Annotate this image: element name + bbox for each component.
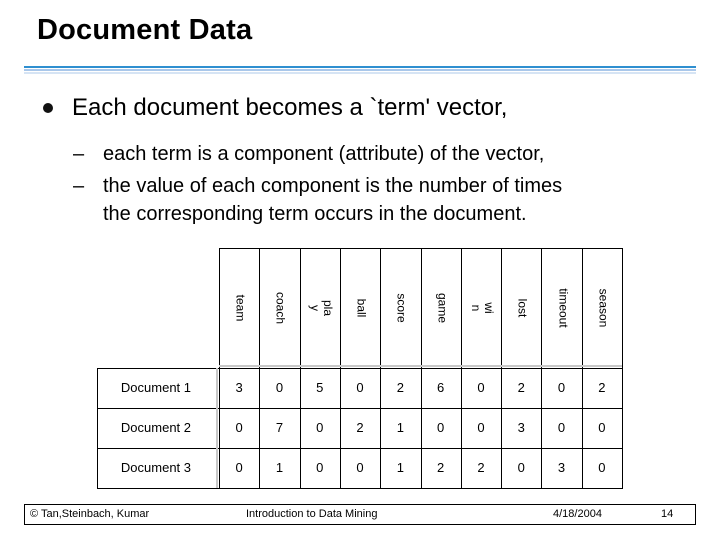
sub-bullet-text-continued: the corresponding term occurs in the document.: [103, 203, 527, 225]
table-cell: 1: [275, 460, 284, 475]
table-cell: 0: [437, 420, 445, 435]
table-gridline: [97, 368, 98, 489]
table-cell: 2: [517, 380, 525, 395]
table-gridline: [97, 368, 623, 369]
column-header: [300, 248, 341, 368]
row-label: [97, 408, 219, 448]
column-header: [380, 248, 421, 368]
column-header-label: pla y: [307, 299, 335, 317]
table-corner: [97, 248, 219, 368]
table-cell: 0: [557, 380, 566, 395]
table-cell: 1: [396, 420, 404, 435]
table-cell: 0: [235, 460, 243, 475]
column-header-label: team: [233, 294, 248, 322]
title-rule: [24, 72, 696, 74]
footer-page-number: 14: [661, 508, 674, 520]
table-cell: 2: [396, 380, 404, 395]
table-gridline: [97, 488, 623, 489]
table-cell: 0: [477, 380, 485, 395]
table-cell: 0: [598, 420, 606, 435]
row-label: [97, 368, 219, 408]
column-header: [541, 248, 582, 368]
sub-bullet-text: the value of each component is the number of times: [103, 175, 563, 197]
table-cell: 3: [235, 380, 243, 395]
table-cell: 0: [598, 460, 606, 475]
table-cell: 1: [396, 460, 404, 475]
table-gridline: [97, 408, 623, 409]
column-header: [461, 248, 502, 368]
row-label-text: Document 3: [120, 460, 191, 475]
table-cell: 0: [235, 420, 243, 435]
table-cell: 2: [598, 380, 606, 395]
bullet-icon: [43, 103, 53, 113]
table-cell: 0: [517, 460, 525, 475]
row-label: [97, 448, 219, 488]
column-header: [421, 248, 462, 368]
table-cell: 0: [477, 420, 485, 435]
table-cell: 0: [275, 380, 284, 395]
table-gridline: [97, 448, 623, 449]
column-header: [501, 248, 542, 368]
table-cell: 6: [437, 380, 445, 395]
row-label-text: Document 1: [120, 380, 191, 395]
table-cell: 0: [316, 460, 324, 475]
dash-icon: –: [73, 175, 85, 197]
row-label-text: Document 2: [120, 420, 191, 435]
table-cell: 0: [557, 420, 566, 435]
column-header-label: timeout: [556, 288, 571, 328]
table-cell: 2: [437, 460, 445, 475]
slide-footer: [24, 504, 696, 525]
column-header-label: wi n: [468, 302, 496, 314]
table-cell: 0: [356, 380, 364, 395]
slide-title: Document Data: [37, 14, 253, 46]
column-header-label: season: [596, 288, 611, 328]
main-bullet: Each document becomes a `term' vector,: [72, 94, 508, 121]
table-cell: 5: [316, 380, 324, 395]
table-cell: 2: [356, 420, 364, 435]
column-header-label: lost: [515, 298, 530, 318]
column-header-label: ball: [354, 298, 369, 318]
table-gridline: [219, 365, 622, 367]
table-gridline: [216, 368, 218, 488]
title-rule: [24, 66, 696, 68]
title-rule: [24, 69, 696, 71]
footer-date: 4/18/2004: [553, 508, 602, 520]
table-cell: 2: [477, 460, 485, 475]
column-header-label: game: [435, 292, 450, 324]
column-header-label: coach: [273, 291, 288, 325]
table-cell: 0: [356, 460, 364, 475]
table-cell: 0: [316, 420, 324, 435]
table-cell: 7: [275, 420, 284, 435]
column-header: [259, 248, 300, 368]
table-cell: 3: [517, 420, 525, 435]
column-header: [582, 248, 623, 368]
footer-copyright: © Tan,Steinbach, Kumar: [30, 508, 150, 520]
column-header: [219, 248, 260, 368]
footer-course: Introduction to Data Mining: [246, 508, 378, 520]
column-header: [340, 248, 381, 368]
dash-icon: –: [73, 143, 85, 165]
table-cell: 3: [557, 460, 566, 475]
column-header-label: score: [394, 293, 409, 323]
sub-bullet-text: each term is a component (attribute) of the vector,: [103, 143, 545, 165]
